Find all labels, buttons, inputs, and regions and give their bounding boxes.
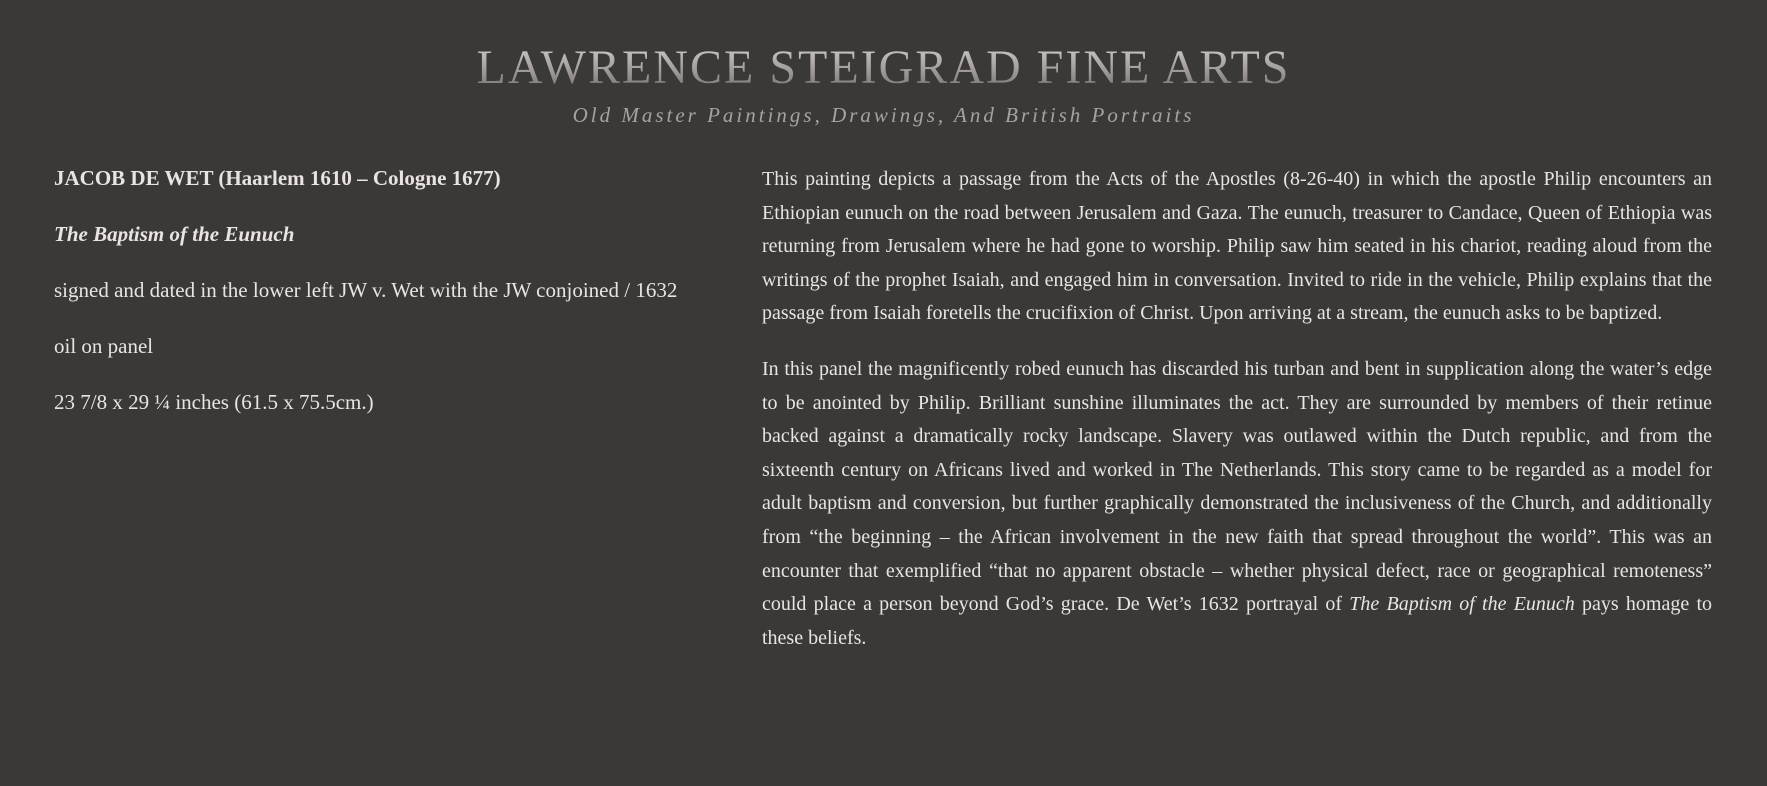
medium-text: oil on panel: [54, 334, 154, 358]
dimensions-text: 23 7/8 x 29 ¼ inches (61.5 x 75.5cm.): [54, 390, 374, 414]
artwork-details: [54, 166, 734, 446]
gallery-title: LAWRENCE STEIGRAD FINE ARTS: [0, 40, 1767, 96]
description-paragraph-2-end: pays homage to these beliefs.: [762, 593, 1713, 649]
description-paragraph-2-text: In this panel the magnificently robed eunuch has discarded his turban and bent in supplication along the water’s edge to be anointed by Philip. Brilliant sunshine illuminates the act. They are surrounded by members of their retinue backed against a dramatically rocky landscape. Slavery was outlawed within the Dutch republic, and from the sixteenth century on Africans lived and worked in The Netherlands. This story came to be regarded as a model for adult baptism and conversion, but further graphically demonstrated the inclusiveness of the Church, and additionally from “the beginning – the African involvement in the new faith that spread throughout the world”. This was an encounter that exemplified “that no apparent obstacle – whether physical defect, race or geographical remoteness” could place a person beyond God’s grace. De Wet’s 1632 portrayal of: [762, 357, 1712, 616]
artist-line: JACOB DE WET (Haarlem 1610 – Cologne 1677): [54, 166, 501, 190]
gallery-subtitle: Old Master Paintings, Drawings, And British Portraits: [572, 103, 1195, 127]
description-paragraph-1: This painting depicts a passage from the Acts of the Apostles (8-26-40) in which the apostle Philip encounters an Ethiopian eunuch on the road between Jerusalem and Gaza. The eunuch, treasurer to Candace, Queen of Ethiopia was returning from Jerusalem where he had gone to worship. Philip saw him seated in his chariot, reading aloud from the writings of the prophet Isaiah, and engaged him in conversation. Invited to ride in the vehicle, Philip explains that the passage from Isaiah foretells the crucifixion of Christ. Upon arriving at a stream, the eunuch asks to be baptized.: [762, 168, 1712, 325]
signature-text: signed and dated in the lower left JW v. Wet with the JW conjoined / 1632: [54, 278, 678, 302]
site-header: [0, 40, 1767, 127]
description-paragraph-2: [762, 353, 1712, 655]
description-artwork-title: The Baptism of the Eunuch: [1349, 593, 1575, 616]
artwork-description: [762, 163, 1712, 677]
artwork-title: The Baptism of the Eunuch: [54, 222, 295, 246]
